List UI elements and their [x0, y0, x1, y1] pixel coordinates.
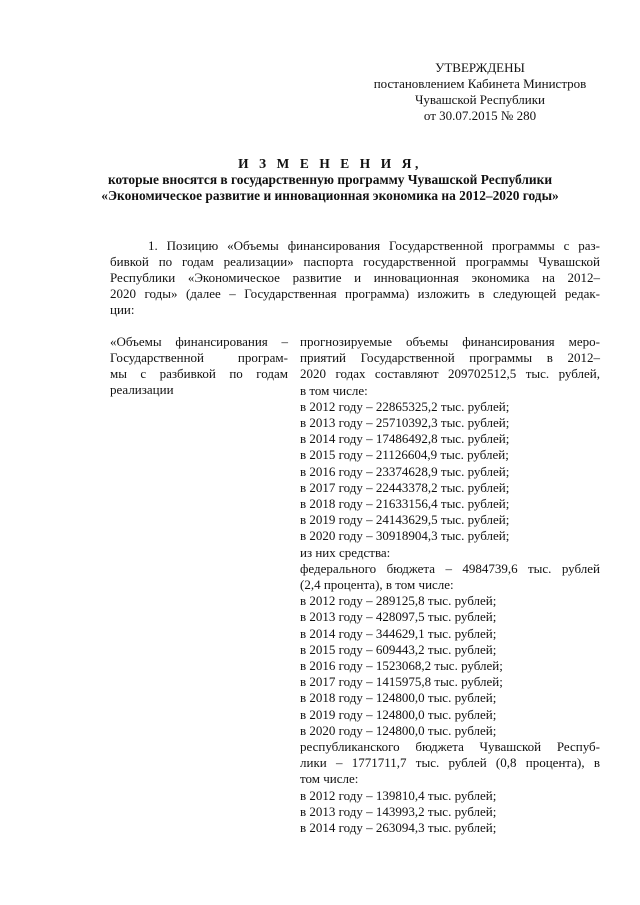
position-label-column	[110, 334, 288, 398]
funding-line: в 2012 году – 289125,8 тыс. рублей;	[300, 593, 497, 609]
funding-line: в 2012 году – 22865325,2 тыс. рублей;	[300, 398, 510, 414]
funding-line: в 2012 году – 139810,4 тыс. рублей;	[300, 787, 497, 803]
funding-line: в 2017 году – 1415975,8 тыс. рублей;	[300, 674, 503, 690]
funding-line: приятий Государственной программы в 2012–	[300, 350, 600, 366]
approval-line-3: Чувашской Республики	[414, 92, 546, 107]
position-label-line: «Объемы финансирования –	[110, 334, 288, 349]
funding-details-column	[300, 334, 600, 836]
funding-line: в 2020 году – 124800,0 тыс. рублей;	[300, 722, 497, 738]
intro-line: 1. Позицию «Объемы финансирования Государственной программы с раз-	[148, 238, 600, 253]
intro-line: ции:	[110, 302, 135, 317]
funding-line: в 2019 году – 24143629,5 тыс. рублей;	[300, 512, 510, 528]
funding-line: том числе:	[300, 771, 359, 787]
funding-line: (2,4 процента), в том числе:	[300, 577, 454, 593]
funding-line: в 2016 году – 1523068,2 тыс. рублей;	[300, 658, 503, 674]
funding-line: в 2017 году – 22443378,2 тыс. рублей;	[300, 479, 510, 495]
funding-line: в 2014 году – 17486492,8 тыс. рублей;	[300, 431, 510, 447]
approval-line-2: постановлением Кабинета Министров	[373, 76, 587, 91]
funding-line: в 2015 году – 21126604,9 тыс. рублей;	[300, 447, 509, 463]
funding-line: в 2014 году – 263094,3 тыс. рублей;	[300, 820, 497, 836]
intro-line: бивкой по годам реализации» паспорта государственной программы Чувашской	[110, 254, 600, 269]
position-label-line: реализации	[110, 382, 174, 397]
intro-paragraph	[110, 238, 600, 318]
funding-line: 2020 годах составляют 209702512,5 тыс. рублей,	[300, 366, 600, 382]
funding-line: республиканского бюджета Чувашской Респуб-	[300, 739, 600, 755]
funding-line: лики – 1771711,7 тыс. рублей (0,8 процента), в	[300, 755, 600, 771]
funding-line: прогнозируемые объемы финансирования меро-	[300, 334, 600, 349]
document-title	[60, 156, 600, 204]
funding-line: в том числе:	[300, 382, 368, 398]
intro-line: 2020 годы» (далее – Государственная программа) изложить в следующей редак-	[110, 286, 600, 301]
funding-line: в 2014 году – 344629,1 тыс. рублей;	[300, 625, 497, 641]
funding-line: в 2013 году – 143993,2 тыс. рублей;	[300, 803, 497, 819]
funding-line: в 2018 году – 21633156,4 тыс. рублей;	[300, 496, 510, 512]
title-line-2: которые вносятся в государственную программу Чувашской Республики	[107, 172, 553, 187]
funding-line: в 2020 году – 30918904,3 тыс. рублей;	[300, 528, 510, 544]
funding-line: в 2018 году – 124800,0 тыс. рублей;	[300, 690, 497, 706]
intro-line: Республики «Экономическое развитие и инновационная экономика на 2012–	[110, 270, 600, 285]
position-label-line: Государственной програм-	[110, 350, 288, 365]
funding-line: в 2013 году – 428097,5 тыс. рублей;	[300, 609, 497, 625]
funding-line: в 2019 году – 124800,0 тыс. рублей;	[300, 706, 497, 722]
approval-line-1: УТВЕРЖДЕНЫ	[435, 60, 525, 75]
title-heading: И З М Е Н Е Н И Я,	[238, 156, 422, 171]
funding-line: в 2016 году – 23374628,9 тыс. рублей;	[300, 463, 510, 479]
title-line-3: «Экономическое развитие и инновационная экономика на 2012–2020 годы»	[101, 188, 559, 203]
funding-line: из них средства:	[300, 544, 391, 560]
position-label-line: мы с разбивкой по годам	[110, 366, 288, 381]
funding-line: в 2013 году – 25710392,3 тыс. рублей;	[300, 415, 510, 431]
approval-line-4: от 30.07.2015 № 280	[423, 108, 537, 123]
funding-line: федерального бюджета – 4984739,6 тыс. рублей	[300, 560, 600, 576]
approval-stamp	[360, 60, 600, 124]
funding-line: в 2015 году – 609443,2 тыс. рублей;	[300, 641, 497, 657]
